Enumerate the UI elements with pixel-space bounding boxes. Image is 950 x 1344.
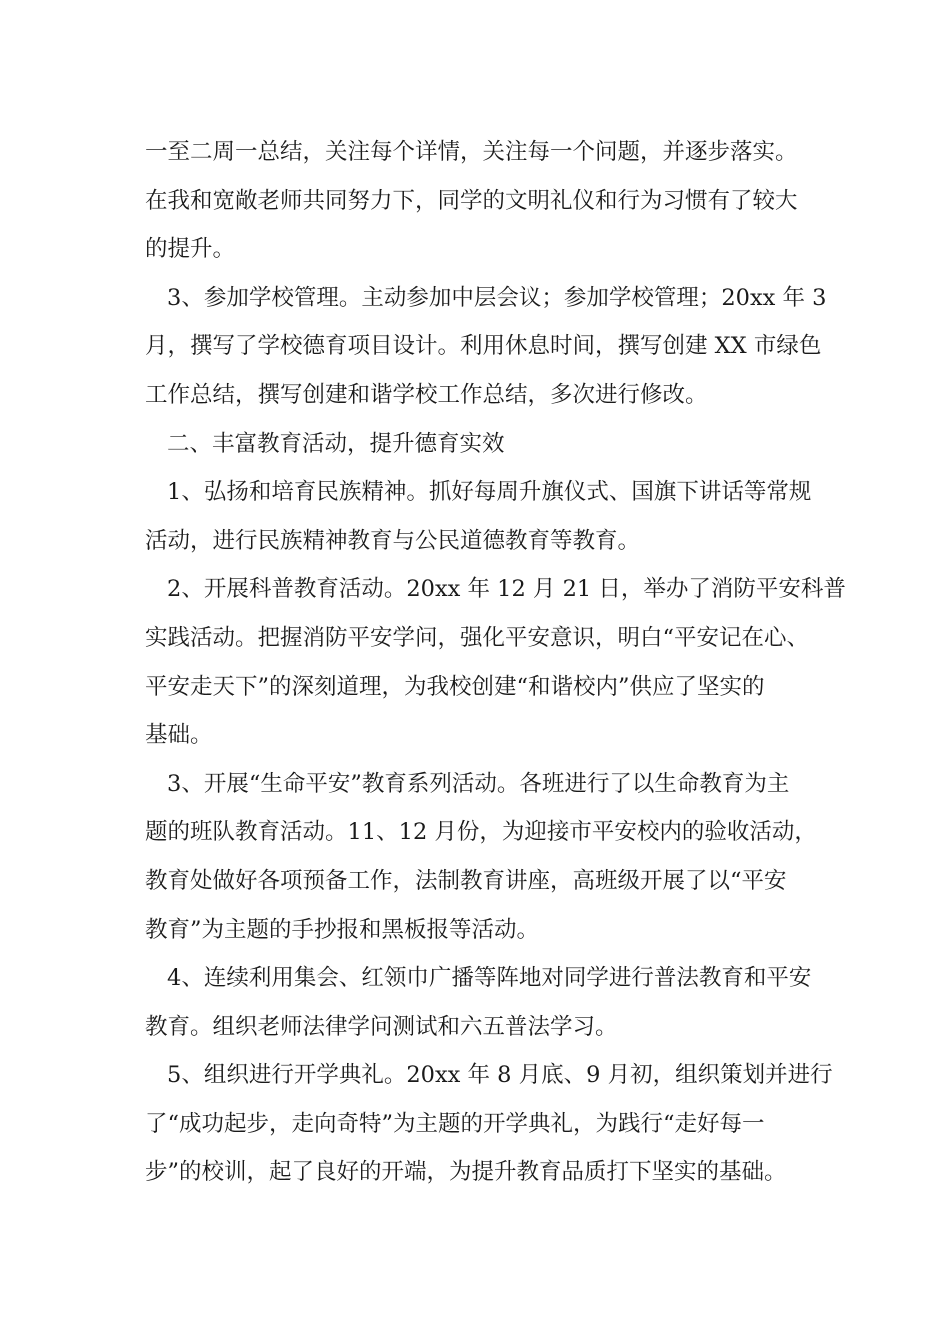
text-line: 5、组织进行开学典礼。20xx 年 8 月底、9 月初，组织策划并进行 <box>167 1062 833 1089</box>
text-line: 基础。 <box>145 722 213 749</box>
text-line: 步”的校训，起了良好的开端，为提升教育品质打下坚实的基础。 <box>145 1159 787 1186</box>
text-line: 工作总结，撰写创建和谐学校工作总结，多次进行修改。 <box>145 381 708 408</box>
section-heading: 二、丰富教育活动，提升德育实效 <box>167 430 505 457</box>
text-line: 的提升。 <box>145 236 236 263</box>
text-line: 月，撰写了学校德育项目设计。利用休息时间，撰写创建 XX 市绿色 <box>145 333 822 360</box>
text-line: 一至二周一总结，关注每个详情，关注每一个问题，并逐步落实。 <box>145 139 798 165</box>
text-line: 1、弘扬和培育民族精神。抓好每周升旗仪式、国旗下讲话等常规 <box>167 479 812 506</box>
text-line: 教育。组织老师法律学问测试和六五普法学习。 <box>145 1013 618 1040</box>
document-body <box>145 128 846 1197</box>
text-line: 活动，进行民族精神教育与公民道德教育等教育。 <box>145 527 641 554</box>
text-line: 平安走天下”的深刻道理，为我校创建“和谐校内”供应了坚实的 <box>145 673 765 700</box>
text-line: 3、参加学校管理。主动参加中层会议；参加学校管理；20xx 年 3 <box>167 284 827 311</box>
text-line: 在我和宽敞老师共同努力下，同学的文明礼仪和行为习惯有了较大 <box>145 187 798 214</box>
text-line: 实践活动。把握消防平安学问，强化平安意识，明白“平安记在心、 <box>145 624 810 651</box>
text-line: 教育”为主题的手抄报和黑板报等活动。 <box>145 916 540 943</box>
text-line: 3、开展“生命平安”教育系列活动。各班进行了以生命教育为主 <box>167 770 790 797</box>
text-line: 了“成功起步，走向奇特”为主题的开学典礼，为践行“走好每一 <box>145 1110 765 1137</box>
text-line: 2、开展科普教育活动。20xx 年 12 月 21 日，举办了消防平安科普 <box>167 576 846 603</box>
text-line: 题的班队教育活动。11、12 月份，为迎接市平安校内的验收活动， <box>145 819 817 846</box>
text-line: 教育处做好各项预备工作，法制教育讲座，高班级开展了以“平安 <box>145 867 787 894</box>
text-line: 4、连续利用集会、红领巾广播等阵地对同学进行普法教育和平安 <box>167 965 812 992</box>
